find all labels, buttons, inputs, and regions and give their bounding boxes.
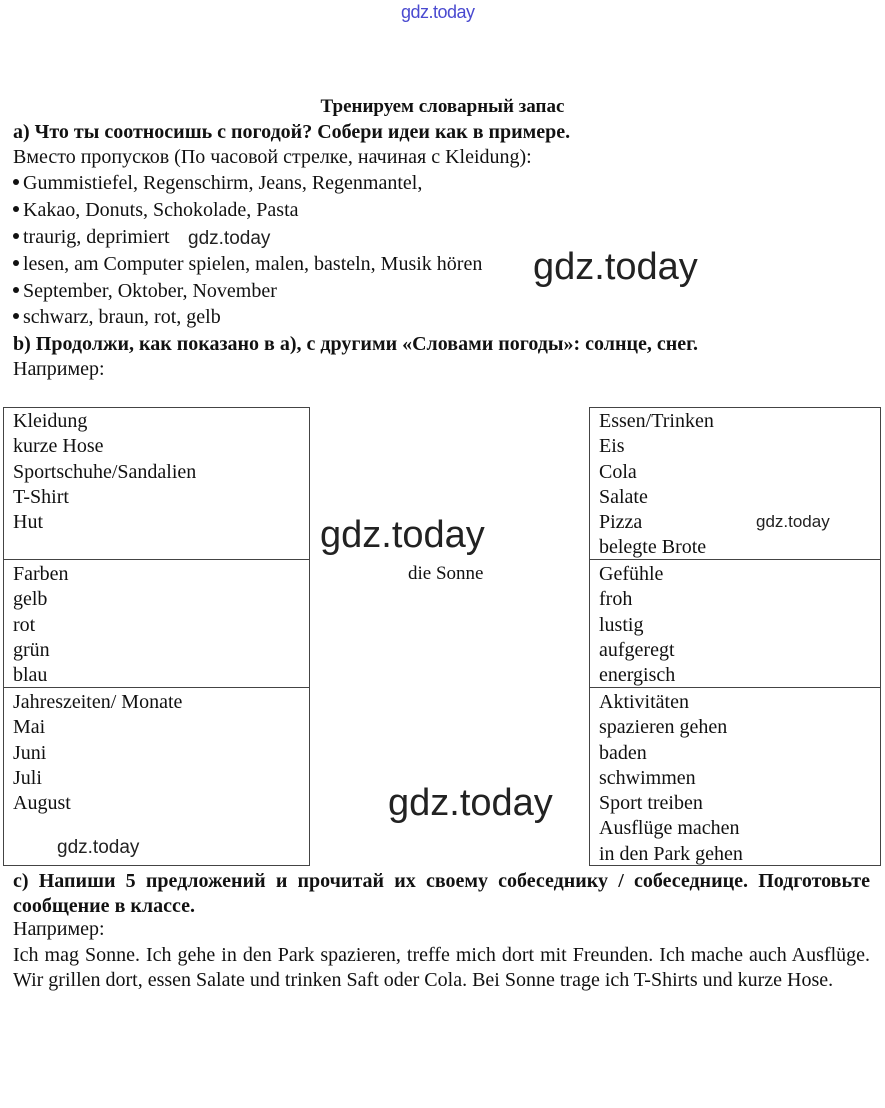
watermark: gdz.today	[533, 246, 698, 288]
cell-item: blau	[13, 664, 48, 687]
cell-title: Gefühle	[599, 563, 664, 585]
cell-title: Jahreszeiten/ Monate	[13, 691, 183, 713]
cell-item: kurze Hose	[13, 435, 104, 458]
watermark: gdz.today	[57, 837, 140, 858]
cell-item: baden	[599, 741, 647, 764]
bullet-dot-icon	[13, 260, 19, 266]
section-a-heading: а) Что ты соотносишь с погодой? Собери идеи как в примере.	[13, 121, 571, 143]
section-b-heading: b) Продолжи, как показано в а), с другими «Словами погоды»: солнце, снег.	[13, 333, 698, 355]
bullet-dot-icon	[13, 287, 19, 293]
cell-aktivitaeten	[590, 688, 743, 867]
cell-item: Salate	[599, 485, 648, 508]
cell-item: Eis	[599, 435, 625, 458]
section-c-text: Ich mag Sonne. Ich gehe in den Park spazieren, treffe mich dort mit Freunden. Ich mache auch Ausflüge. Wir grillen dort, essen Salate und trinken Saft oder Cola. Bei Sonne trage ich T-Shirts und kurze Hose.	[13, 944, 870, 991]
cell-item: lustig	[599, 613, 644, 636]
bullet-item: Gummistiefel, Regenschirm, Jeans, Regenmantel,	[13, 172, 422, 195]
cell-title: Kleidung	[13, 410, 88, 432]
cell-item: Sportschuhe/Sandalien	[13, 460, 197, 483]
cell-item: T-Shirt	[13, 485, 69, 508]
bullet-dot-icon	[13, 206, 19, 212]
bullet-item: schwarz, braun, rot, gelb	[13, 306, 221, 329]
section-c-heading: c) Напиши 5 предложений и прочитай их своему собеседнику / собеседнице. Подготовьте сообщение в классе.	[13, 870, 870, 917]
bullet-item: Kakao, Donuts, Schokolade, Pasta	[13, 199, 299, 222]
bullet-dot-icon	[13, 179, 19, 185]
watermark-top: gdz.today	[401, 2, 475, 22]
cell-item: aufgeregt	[599, 638, 675, 661]
watermark: gdz.today	[188, 228, 271, 249]
cell-item: August	[13, 792, 71, 815]
cell-title: Essen/Trinken	[599, 410, 714, 432]
cell-kleidung	[4, 407, 196, 535]
cell-item: Juni	[13, 741, 47, 764]
cell-farben	[4, 560, 69, 688]
cell-item: energisch	[599, 664, 676, 687]
watermark: gdz.today	[756, 512, 830, 531]
section-c-example-label: Например:	[13, 918, 105, 940]
watermark: gdz.today	[320, 514, 485, 556]
center-word: die Sonne	[408, 563, 484, 584]
cell-item: Ausflüge machen	[599, 817, 740, 840]
bullet-dot-icon	[13, 233, 19, 239]
cell-item: Cola	[599, 460, 637, 483]
bullet-item: lesen, am Computer spielen, malen, basteln, Musik hören	[13, 253, 482, 276]
page-title: Тренируем словарный запас	[320, 96, 565, 117]
bullet-item: traurig, deprimiert	[13, 226, 170, 249]
cell-title: Aktivitäten	[599, 691, 689, 713]
cell-jahreszeiten	[4, 688, 182, 816]
cell-item: Mai	[13, 716, 46, 739]
section-b-example-label: Например:	[13, 358, 105, 380]
bullet-item: September, Oktober, November	[13, 280, 277, 303]
cell-item: grün	[13, 638, 50, 661]
cell-gefuehle	[590, 560, 675, 688]
cell-item: Juli	[13, 766, 42, 789]
cell-essen-trinken	[590, 407, 714, 561]
cell-item: Hut	[13, 511, 43, 534]
cell-title: Farben	[13, 563, 69, 585]
section-a-note: Вместо пропусков (По часовой стрелке, начиная с Kleidung):	[13, 146, 532, 168]
cell-item: Pizza	[599, 511, 643, 534]
cell-item: in den Park gehen	[599, 842, 743, 865]
cell-item: froh	[599, 588, 633, 611]
bullet-dot-icon	[13, 313, 19, 319]
cell-item: belegte Brote	[599, 536, 707, 559]
cell-item: rot	[13, 613, 36, 636]
cell-item: schwimmen	[599, 766, 696, 789]
watermark: gdz.today	[388, 782, 553, 824]
cell-item: Sport treiben	[599, 792, 703, 815]
cell-item: spazieren gehen	[599, 716, 728, 739]
cell-item: gelb	[13, 588, 48, 611]
